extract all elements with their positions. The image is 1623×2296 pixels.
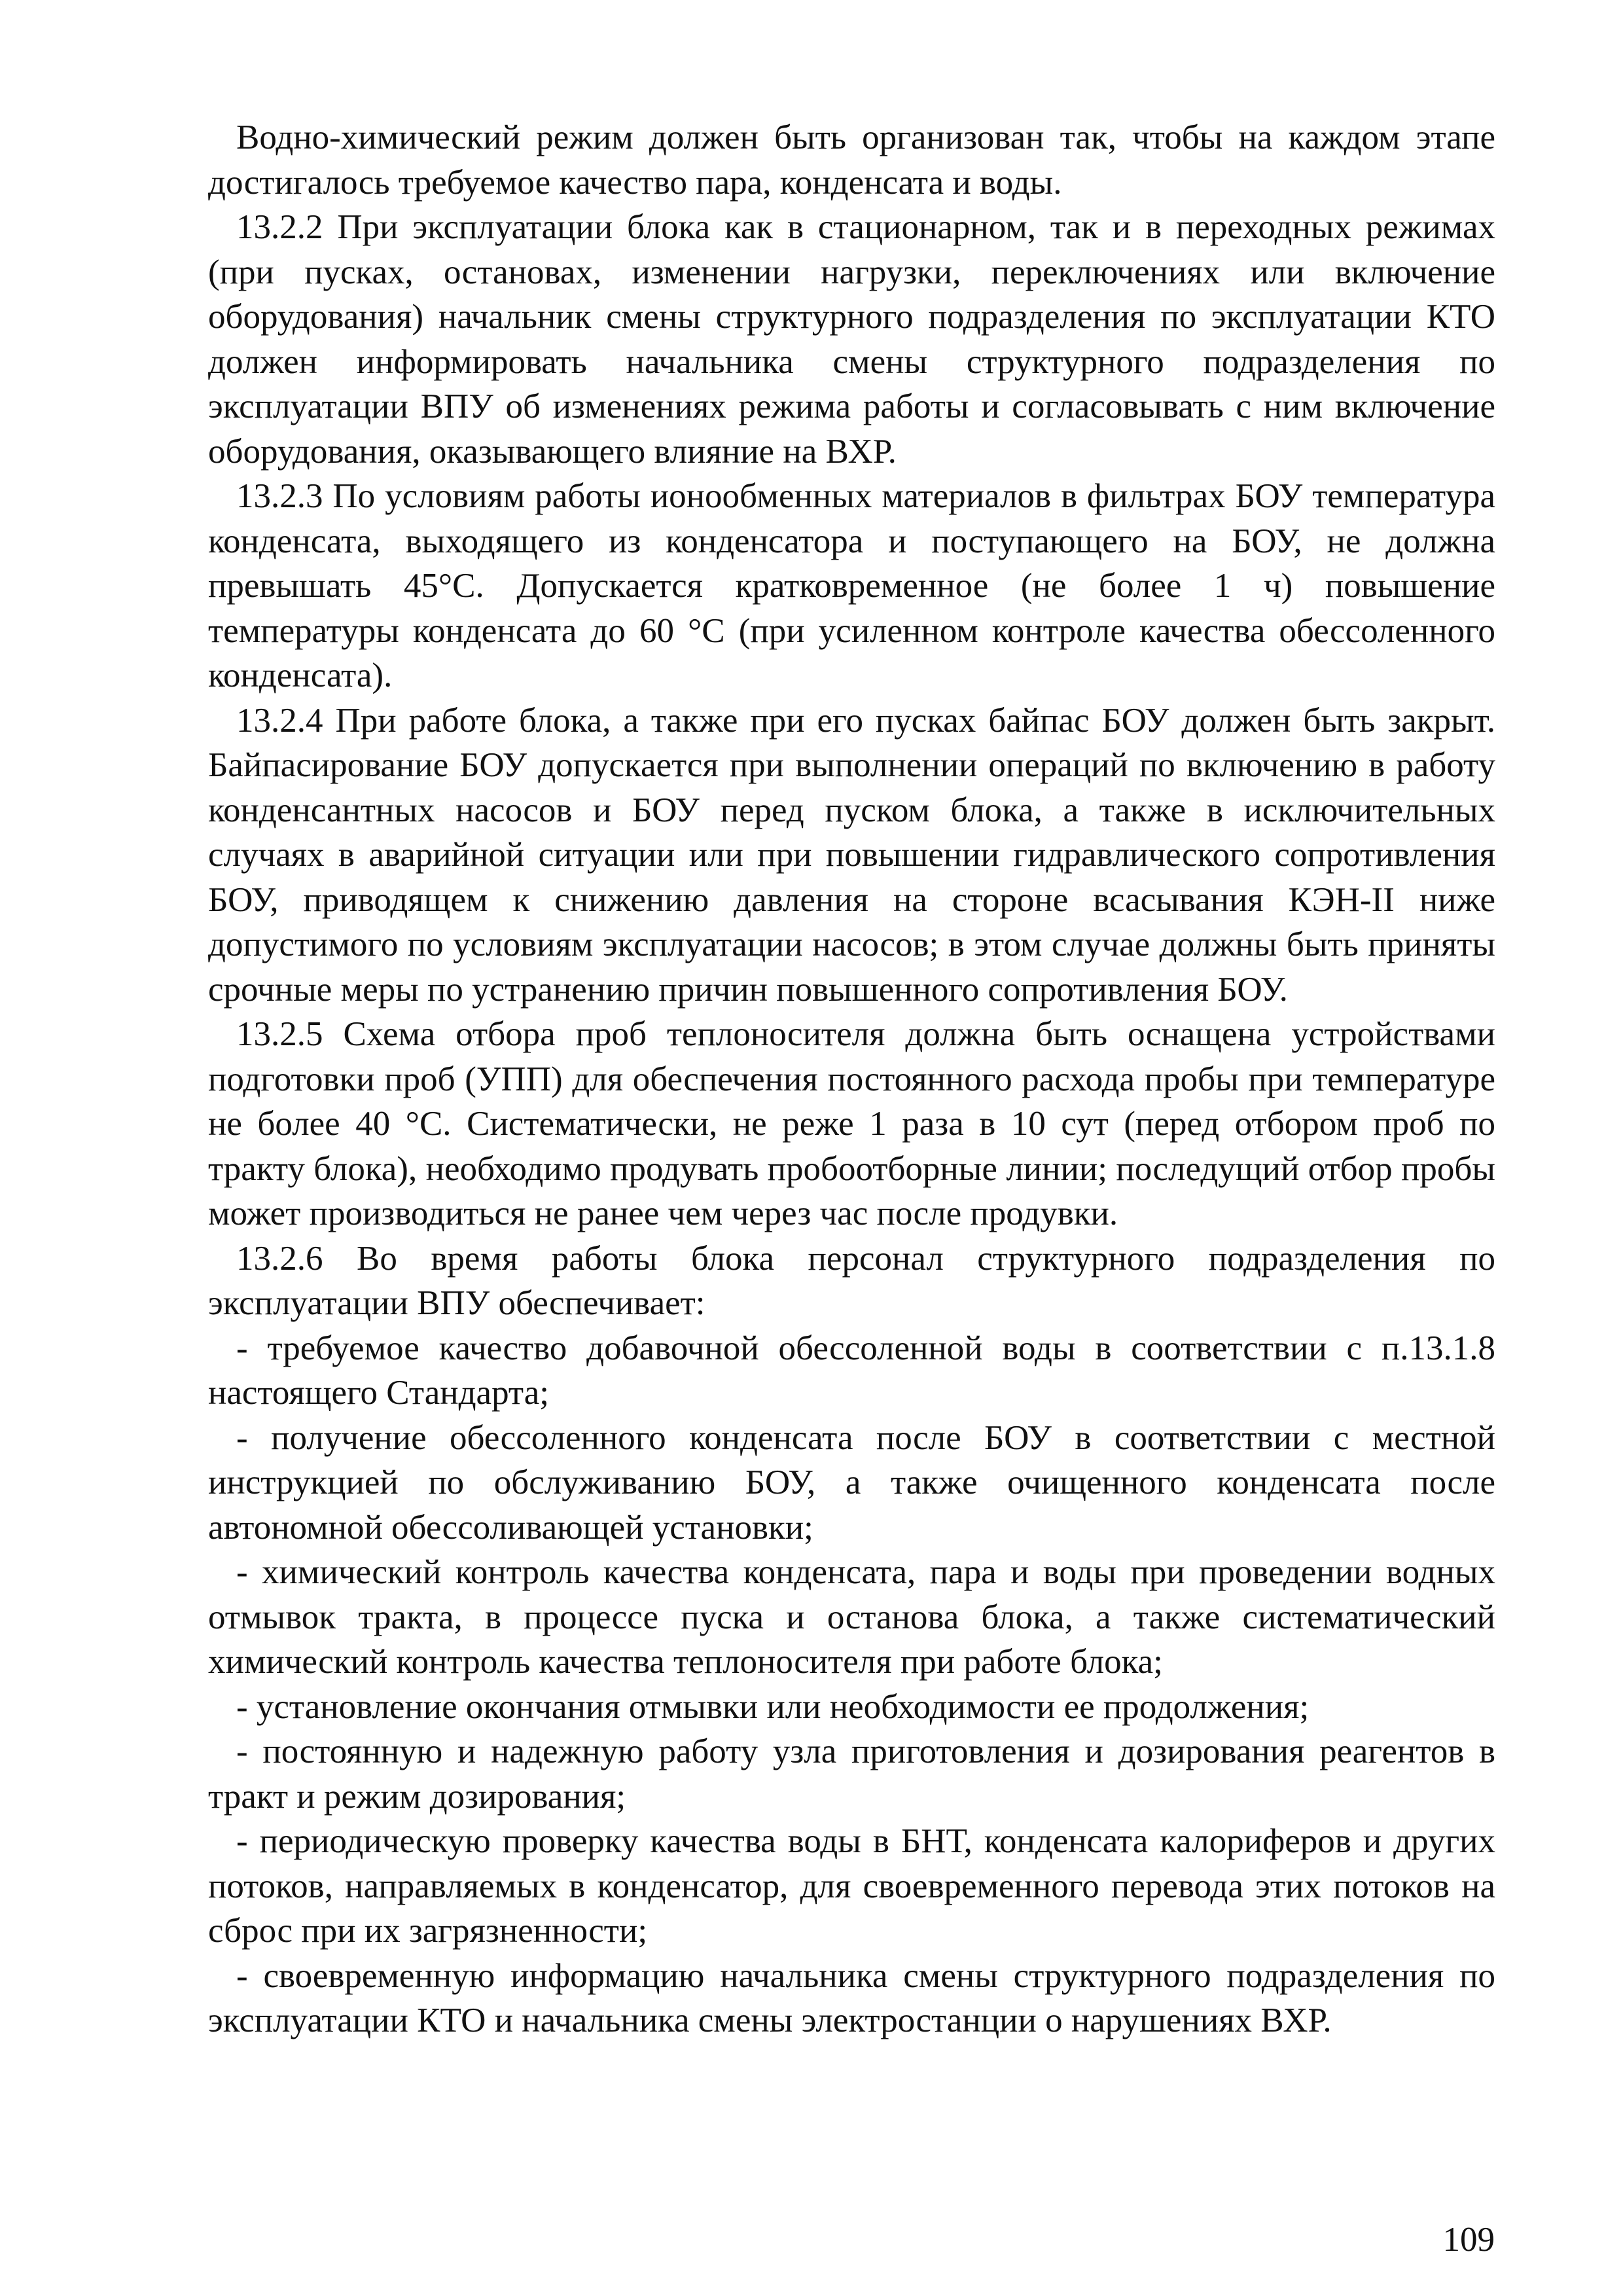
list-item: - своевременную информацию начальника смены структурного подразделения по эксплуатации КТО и начальника смены электростанции о нарушениях ВХР. <box>208 1956 1495 2039</box>
document-body <box>208 115 1495 2043</box>
list-item: - периодическую проверку качества воды в БНТ, конденсата калориферов и других потоков, направляемых в конденсатор, для своевременного перевода этих потоков на сброс при их загрязненности; <box>208 1822 1495 1950</box>
paragraph-13-2-5: 13.2.5 Схема отбора проб теплоносителя должна быть оснащена устройствами подготовки проб (УПП) для обеспечения постоянного расхода пробы при температуре не более 40 °С. Систематически, не реже 1 раза в 10 сут (перед отбором проб по тракту блока), необходимо продувать пробоотборные линии; последущий отбор пробы может производиться не ранее чем через час после продувки. <box>208 1015 1495 1232</box>
list-item: - получение обессоленного конденсата после БОУ в соответствии с местной инструкцией по обслуживанию БОУ, а также очищенного конденсата после автономной обессоливающей установки; <box>208 1418 1495 1547</box>
page-number: 109 <box>1442 2221 1495 2259</box>
paragraph-13-2-6: 13.2.6 Во время работы блока персонал структурного подразделения по эксплуатации ВПУ обеспечивает: <box>208 1239 1495 1322</box>
paragraph-13-2-2: 13.2.2 При эксплуатации блока как в стационарном, так и в переходных режимах (при пусках, остановах, изменении нагрузки, переключениях или включение оборудования) начальник смены структурного подразделения по эксплуатации КТО должен информировать начальника смены структурного подразделения по эксплуатации ВПУ об изменениях режима работы и согласовывать с ним включение оборудования, оказывающего влияние на ВХР. <box>208 208 1495 471</box>
list-item: - химический контроль качества конденсата, пара и воды при проведении водных отмывок тракта, в процессе пуска и останова блока, а также систематический химический контроль качества теплоносителя при работе блока; <box>208 1553 1495 1681</box>
paragraph-13-2-4: 13.2.4 При работе блока, а также при его пусках байпас БОУ должен быть закрыт. Байпасирование БОУ допускается при выполнении операций по включению в работу конденсантных насосов и БОУ перед пуском блока, а также в исключительных случаях в аварийной ситуации или при повышении гидравлического сопротивления БОУ, приводящем к снижению давления на стороне всасывания КЭН-II ниже допустимого по условиям эксплуатации насосов; в этом случае должны быть приняты срочные меры по устранению причин повышенного сопротивления БОУ. <box>208 701 1495 1009</box>
paragraph-13-2-3: 13.2.3 По условиям работы ионообменных материалов в фильтрах БОУ температура конденсата, выходящего из конденсатора и поступающего на БОУ, не должна превышать 45°С. Допускается кратковременное (не более 1 ч) повышение температуры конденсата до 60 °С (при усиленном контроле качества обессоленного конденсата). <box>208 477 1495 694</box>
list-item: - требуемое качество добавочной обессоленной воды в соответствии с п.13.1.8 настоящего Стандарта; <box>208 1329 1495 1412</box>
list-item: - установление окончания отмывки или необходимости ее продолжения; <box>236 1687 1310 1726</box>
list-item: - постоянную и надежную работу узла приготовления и дозирования реагентов в тракт и режим дозирования; <box>208 1732 1495 1816</box>
paragraph-intro: Водно-химический режим должен быть организован так, чтобы на каждом этапе достигалось требуемое качество пара, конденсата и воды. <box>208 118 1495 202</box>
